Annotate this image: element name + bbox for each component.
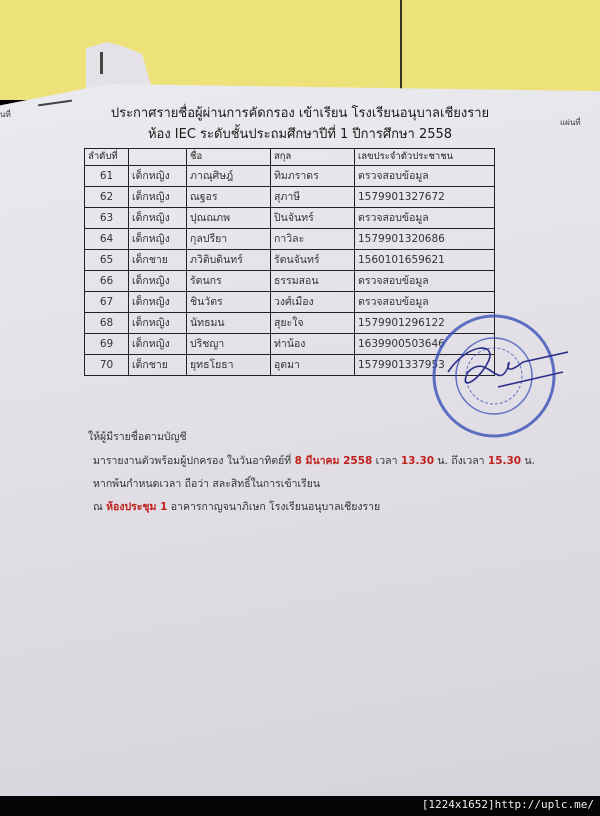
header-id: เลขประจำตัวประชาชน xyxy=(355,149,495,166)
text: อาคารกาญจนาภิเษก โรงเรียนอนุบาลเชียงราย xyxy=(167,501,381,513)
cell-surname: สุภาษี xyxy=(271,187,355,208)
table-row xyxy=(85,292,495,313)
cell-name: ณฐอร xyxy=(187,187,271,208)
cell-no: 62 xyxy=(85,187,129,208)
title-line-2: ห้อง IEC ระดับชั้นประถมศึกษาปีที่ 1 ปีการศึกษา 2558 xyxy=(147,127,453,142)
cell-surname: อุตมา xyxy=(271,355,355,376)
cell-prefix: เด็กชาย xyxy=(129,250,187,271)
notice-line-2: หากพ้นกำหนดเวลา ถือว่า สละสิทธิ์ในการเข้าเรียน xyxy=(93,478,321,490)
cell-name: ภวิติบดินทร์ xyxy=(187,250,271,271)
cell-name: รัตนกร xyxy=(187,271,271,292)
cell-prefix: เด็กหญิง xyxy=(129,271,187,292)
watermark: [1224x1652]http://uplc.me/ xyxy=(421,798,594,811)
cell-prefix: เด็กหญิง xyxy=(129,334,187,355)
cell-prefix: เด็กหญิง xyxy=(129,229,187,250)
table-row xyxy=(85,208,495,229)
cell-surname: วงศ์เมือง xyxy=(271,292,355,313)
cell-id: ตรวจสอบข้อมูล xyxy=(355,292,495,313)
wall-seam xyxy=(400,0,402,90)
header-name: ชื่อ xyxy=(187,149,271,166)
cell-id: 1579901320686 xyxy=(355,229,495,250)
cell-name: ยุทธโยธา xyxy=(187,355,271,376)
cell-id: 1579901337953 xyxy=(355,355,495,376)
cell-no: 63 xyxy=(85,208,129,229)
table-row xyxy=(85,166,495,187)
table-row xyxy=(85,250,495,271)
cell-surname: สุยะใจ xyxy=(271,313,355,334)
text: น. ถึงเวลา xyxy=(434,455,488,467)
cell-surname: ท่าน้อง xyxy=(271,334,355,355)
cell-id: 1560101659621 xyxy=(355,250,495,271)
venue-room: ห้องประชุม 1 xyxy=(106,501,168,513)
table-header xyxy=(85,149,495,166)
staple xyxy=(100,52,103,74)
cell-surname: กาวิละ xyxy=(271,229,355,250)
table-row xyxy=(85,187,495,208)
cell-surname: รัตนจันทร์ xyxy=(271,250,355,271)
header-no: ลำดับที่ xyxy=(85,149,129,166)
notice-line-1 xyxy=(93,454,535,468)
cell-prefix: เด็กหญิง xyxy=(129,208,187,229)
notice-intro: ให้ผู้มีรายชื่อตามบัญชี xyxy=(88,431,187,443)
cell-no: 67 xyxy=(85,292,129,313)
cell-prefix: เด็กหญิง xyxy=(129,187,187,208)
cell-id: ตรวจสอบข้อมูล xyxy=(355,208,495,229)
cell-surname: ธรรมสอน xyxy=(271,271,355,292)
report-date: 8 มีนาคม 2558 xyxy=(294,455,373,467)
edge-text-right: แผ่นที่ xyxy=(560,118,581,127)
cell-no: 66 xyxy=(85,271,129,292)
cell-id: ตรวจสอบข้อมูล xyxy=(355,166,495,187)
cell-id: 1639900503646 xyxy=(355,334,495,355)
cell-prefix: เด็กหญิง xyxy=(129,166,187,187)
cell-no: 65 xyxy=(85,250,129,271)
table-row xyxy=(85,271,495,292)
start-time: 13.30 xyxy=(400,455,435,467)
cell-id: 1579901296122 xyxy=(355,313,495,334)
table-row xyxy=(85,229,495,250)
cell-no: 69 xyxy=(85,334,129,355)
cell-id: ตรวจสอบข้อมูล xyxy=(355,271,495,292)
cell-name: ปุณณภพ xyxy=(187,208,271,229)
cell-prefix: เด็กหญิง xyxy=(129,313,187,334)
cell-prefix: เด็กหญิง xyxy=(129,292,187,313)
notice-line-3 xyxy=(93,500,380,514)
cell-no: 70 xyxy=(85,355,129,376)
cell-name: ภาณุศิษฎ์ xyxy=(187,166,271,187)
text: น. xyxy=(521,455,535,467)
text: มารายงานตัวพร้อมผู้ปกครอง ในวันอาทิตย์ที่ xyxy=(93,455,295,467)
cell-no: 68 xyxy=(85,313,129,334)
cell-name: กุลปรียา xyxy=(187,229,271,250)
cell-no: 64 xyxy=(85,229,129,250)
cell-surname: ปินจันทร์ xyxy=(271,208,355,229)
cell-name: ชินวัตร xyxy=(187,292,271,313)
cell-id: 1579901327672 xyxy=(355,187,495,208)
edge-text-left: นที่ xyxy=(0,110,11,119)
text: เวลา xyxy=(372,455,401,467)
watermark-bar xyxy=(0,796,600,816)
cell-name: ปริชญา xyxy=(187,334,271,355)
title-line-1: ประกาศรายชื่อผู้ผ่านการคัดกรอง เข้าเรียน โรงเรียนอนุบาลเชียงราย xyxy=(110,106,490,121)
school-seal-stamp xyxy=(428,312,568,442)
header-surname: สกุล xyxy=(271,149,355,166)
cell-no: 61 xyxy=(85,166,129,187)
cell-surname: ทิมภราดร xyxy=(271,166,355,187)
cell-prefix: เด็กชาย xyxy=(129,355,187,376)
end-time: 15.30 xyxy=(487,455,522,467)
text: ณ xyxy=(93,501,107,513)
header-prefix xyxy=(129,149,187,166)
cell-name: นัทธมน xyxy=(187,313,271,334)
